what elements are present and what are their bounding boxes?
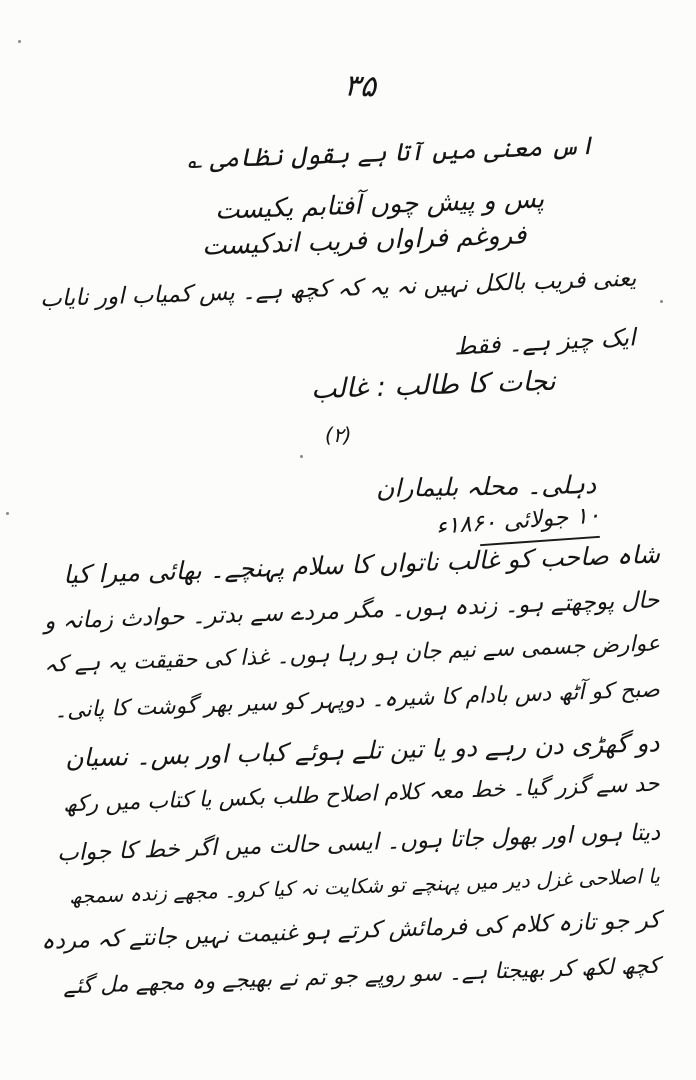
meaning-line-2: ایک چیز ہے۔ فقط (453, 323, 637, 361)
verse-line-2: فروغم فراواں فریب اندکیست (201, 220, 527, 262)
verse-line-1: پس و پیش چوں آفتابم یکیست (214, 184, 545, 226)
letter-body-line: دیتا ہوں اور بھول جاتا ہوں۔ ایسی حالت میں اگر خط کا جواب (56, 819, 661, 867)
intro-line: اس معنی میں آتا ہے بقول نظامی ؎ (186, 130, 595, 175)
letter-body-line: کر جو تازہ کلام کی فرمائش کرتے ہو غنیمت نہیں جانتے کہ مردہ (40, 907, 661, 955)
letter-number: (۲) (325, 423, 352, 447)
letter-body-line: عوارض جسمی سے نیم جان ہو رہا ہوں۔ غذا کی حقیقت یہ ہے کہ (43, 631, 661, 678)
letter-body-line: دو گھڑی دن رہے دو یا تین تلے ہوئے کباب اور بس۔ نسیان (65, 728, 661, 773)
letter-place: دہلی۔ محلہ بلیماران (375, 470, 597, 503)
paper-speck (18, 40, 21, 43)
letter-body-line: کچھ لکھ کر بھیجتا ہے۔ سو روپے جو تم نے بھیجے وہ مجھے مل گئے (62, 953, 661, 1000)
signature-line: نجات کا طالب : غالب (310, 365, 557, 406)
meaning-line-1: یعنی فریب بالکل نہیں نہ یہ کہ کچھ ہے۔ پس کمیاب اور نایاب (39, 265, 637, 313)
paper-speck (300, 455, 303, 458)
letter-body-line: حد سے گزر گیا۔ خط معہ کلام اصلاح طلب بکس یا کتاب میں رکھ (63, 771, 661, 818)
letter-body-line: صبح کو آٹھ دس بادام کا شیرہ۔ دوپہر کو سیر بھر گوشت کا پانی۔ (53, 677, 661, 724)
letter-body-line: یا اصلاحی غزل دیر میں پہنچے تو شکایت نہ کیا کرو۔ مجھے زندہ سمجھ (68, 863, 661, 909)
paper-speck (660, 300, 663, 303)
page-number: ۳۵ (343, 68, 377, 105)
letter-body-line: شاہ صاحب کو غالب ناتواں کا سلام پہنچے۔ بھائی میرا کیا (62, 539, 661, 590)
letter-date: ۱۰ جولائی ۱۸۶۰ء (434, 502, 601, 540)
letter-body-line: حال پوچھتے ہو۔ زندہ ہوں۔ مگر مردے سے بدتر۔ حوادث زمانہ و (44, 587, 661, 635)
paper-speck (6, 512, 9, 515)
